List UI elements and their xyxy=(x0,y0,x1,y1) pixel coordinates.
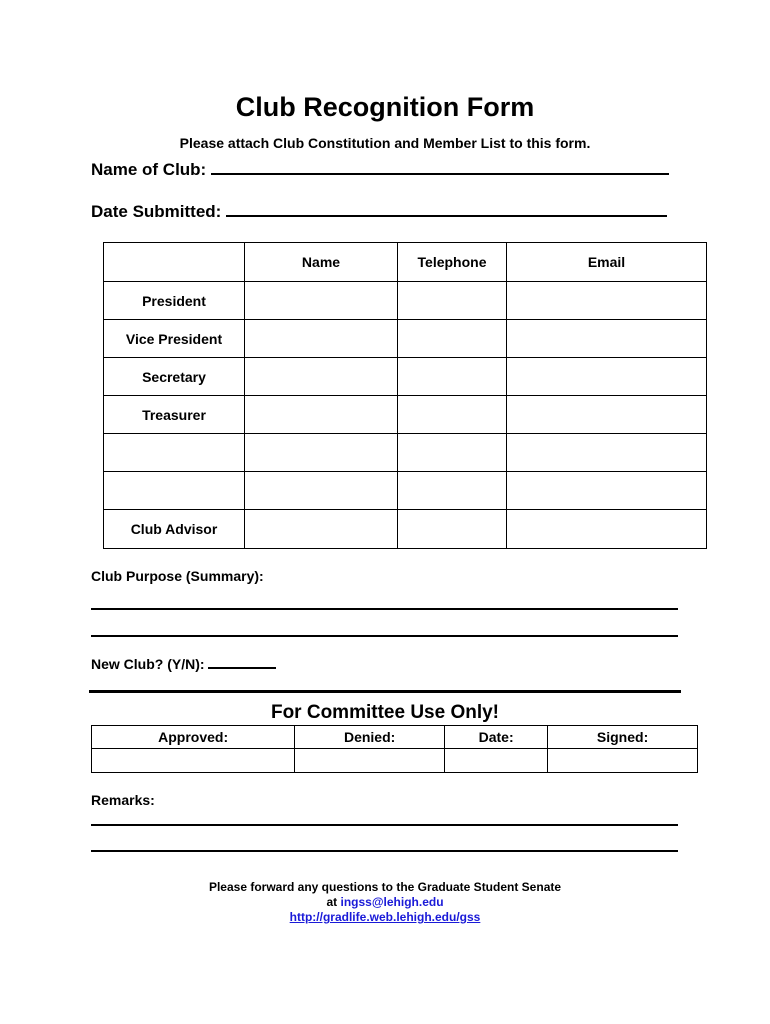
officer-role-secretary: Secretary xyxy=(104,358,245,396)
table-row xyxy=(104,396,707,434)
officer-email-cell[interactable] xyxy=(507,434,707,472)
footer-line-3 xyxy=(0,910,770,924)
committee-entry-row xyxy=(92,749,698,773)
new-club-label: New Club? (Y/N): xyxy=(91,656,205,672)
officer-telephone-cell[interactable] xyxy=(398,472,507,510)
club-name-label: Name of Club: xyxy=(91,160,207,179)
remarks-line-2[interactable] xyxy=(91,850,678,852)
table-row xyxy=(104,472,707,510)
officer-name-cell[interactable] xyxy=(245,320,398,358)
club-name-field[interactable] xyxy=(211,173,669,175)
officer-name-cell[interactable] xyxy=(245,472,398,510)
officer-telephone-cell[interactable] xyxy=(398,282,507,320)
footer-line-1: Please forward any questions to the Graduate Student Senate xyxy=(208,880,562,894)
officer-telephone-cell[interactable] xyxy=(398,358,507,396)
remarks-line-1[interactable] xyxy=(91,824,678,826)
officer-name-cell[interactable] xyxy=(245,396,398,434)
club-purpose-label: Club Purpose (Summary): xyxy=(91,568,264,584)
club-name-row xyxy=(91,160,669,180)
committee-header-approved: Approved: xyxy=(92,726,295,749)
officer-telephone-cell[interactable] xyxy=(398,320,507,358)
officer-telephone-cell[interactable] xyxy=(398,396,507,434)
officer-telephone-cell[interactable] xyxy=(398,510,507,549)
table-row xyxy=(104,320,707,358)
officers-table xyxy=(103,242,707,549)
date-submitted-row xyxy=(91,202,667,222)
remarks-label: Remarks: xyxy=(91,792,155,808)
committee-header-row xyxy=(92,726,698,749)
officer-email-cell[interactable] xyxy=(507,358,707,396)
committee-header-date: Date: xyxy=(445,726,548,749)
signed-cell[interactable] xyxy=(548,749,698,773)
officer-email-cell[interactable] xyxy=(507,320,707,358)
table-row xyxy=(104,434,707,472)
section-divider xyxy=(89,690,681,693)
officer-role-treasurer: Treasurer xyxy=(104,396,245,434)
table-row xyxy=(104,510,707,549)
officers-header-blank xyxy=(104,243,245,282)
officer-name-cell[interactable] xyxy=(245,358,398,396)
officer-role-blank[interactable] xyxy=(104,434,245,472)
officers-header-name: Name xyxy=(245,243,398,282)
date-submitted-label: Date Submitted: xyxy=(91,202,222,221)
committee-header-signed: Signed: xyxy=(548,726,698,749)
approved-cell[interactable] xyxy=(92,749,295,773)
club-purpose-line-1[interactable] xyxy=(91,608,678,610)
officer-email-cell[interactable] xyxy=(507,282,707,320)
date-cell[interactable] xyxy=(445,749,548,773)
committee-header-denied: Denied: xyxy=(295,726,445,749)
club-purpose-line-2[interactable] xyxy=(91,635,678,637)
officer-role-vice-president: Vice President xyxy=(104,320,245,358)
officer-role-blank[interactable] xyxy=(104,472,245,510)
officer-telephone-cell[interactable] xyxy=(398,434,507,472)
officers-header-telephone: Telephone xyxy=(398,243,507,282)
table-row xyxy=(104,358,707,396)
officer-email-cell[interactable] xyxy=(507,472,707,510)
footer-email-link[interactable]: ingss@lehigh.edu xyxy=(340,895,444,909)
footer-at-text: at xyxy=(326,895,338,909)
officer-name-cell[interactable] xyxy=(245,510,398,549)
new-club-field[interactable] xyxy=(208,667,276,669)
page-title: Club Recognition Form xyxy=(235,92,535,122)
officer-email-cell[interactable] xyxy=(507,510,707,549)
officers-header-row xyxy=(104,243,707,282)
footer-url-link[interactable]: http://gradlife.web.lehigh.edu/gss xyxy=(289,910,481,924)
officer-email-cell[interactable] xyxy=(507,396,707,434)
officer-name-cell[interactable] xyxy=(245,282,398,320)
committee-title: For Committee Use Only! xyxy=(270,702,500,723)
officer-role-president: President xyxy=(104,282,245,320)
officer-name-cell[interactable] xyxy=(245,434,398,472)
footer-line-2 xyxy=(0,895,770,909)
new-club-row xyxy=(91,656,276,672)
date-submitted-field[interactable] xyxy=(226,215,667,217)
page-subtitle: Please attach Club Constitution and Member List to this form. xyxy=(179,135,591,151)
committee-table xyxy=(91,725,698,773)
denied-cell[interactable] xyxy=(295,749,445,773)
officers-header-email: Email xyxy=(507,243,707,282)
table-row xyxy=(104,282,707,320)
officer-role-club-advisor: Club Advisor xyxy=(104,510,245,549)
